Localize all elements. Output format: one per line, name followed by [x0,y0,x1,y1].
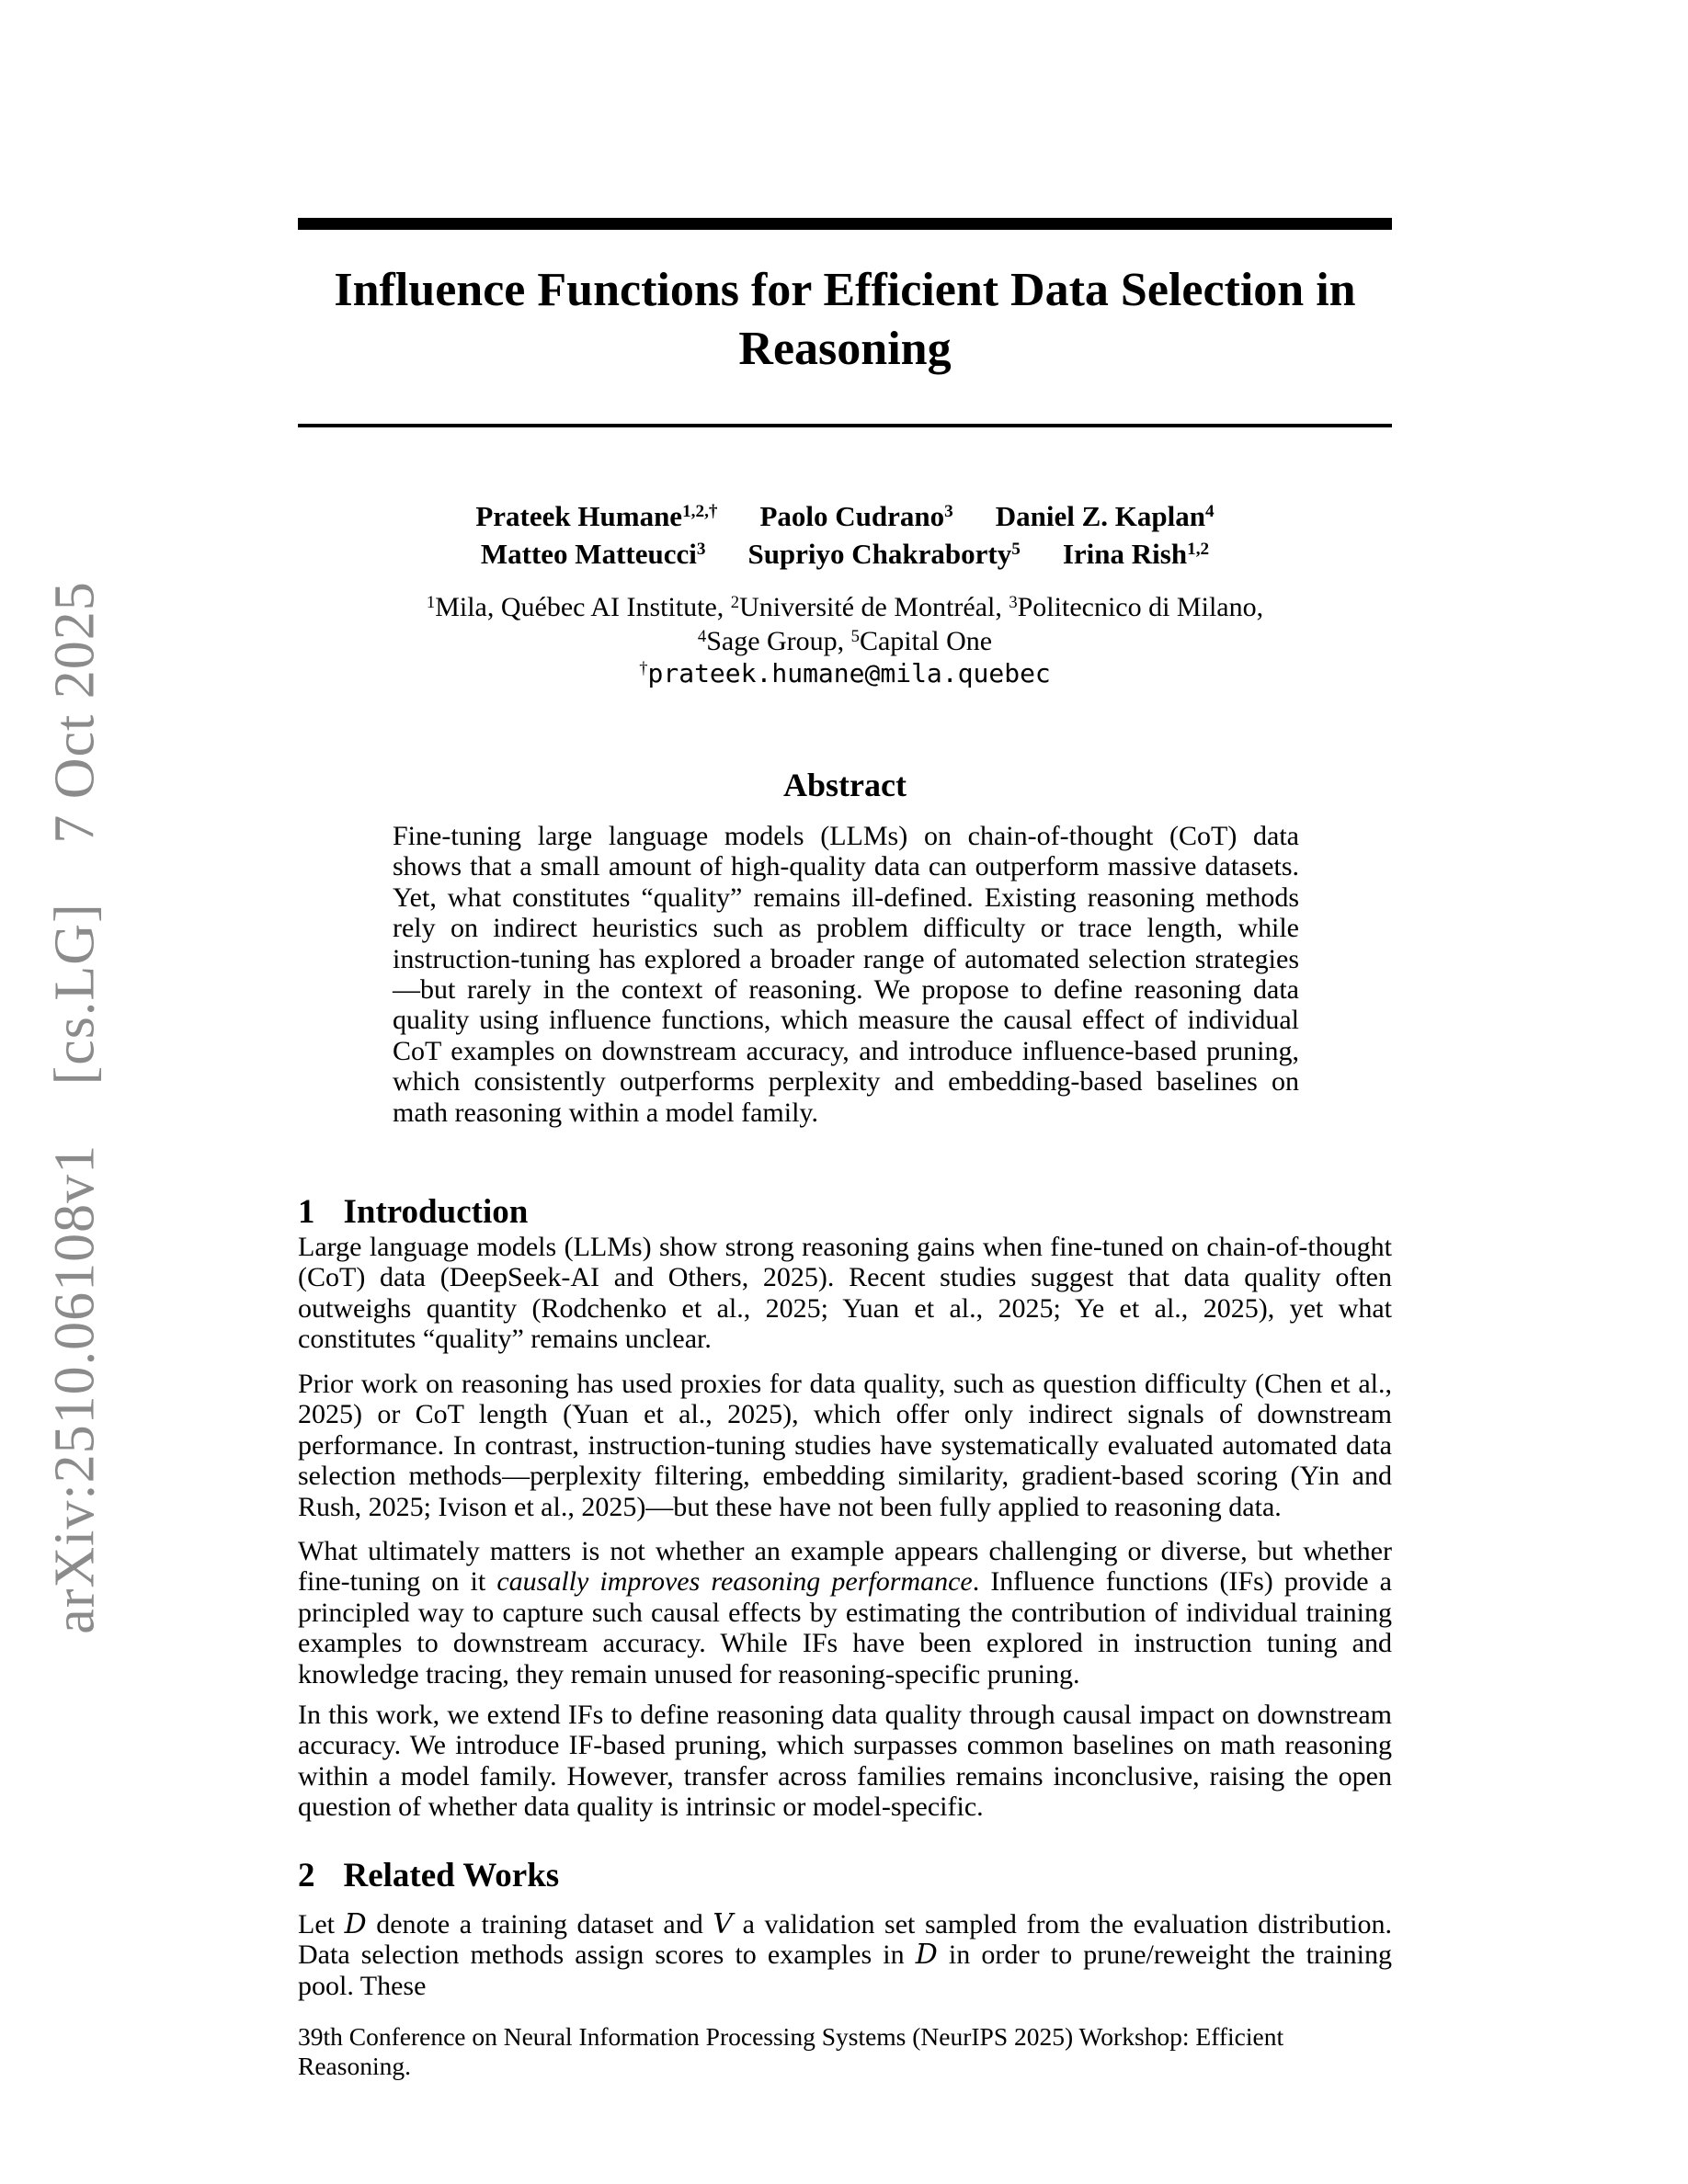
affil-text: Politecnico di Milano, [1017,592,1264,622]
math-script-V: V [713,1908,733,1940]
section-heading-related-works [298,1856,1392,1895]
arxiv-watermark [43,581,108,1634]
arxiv-id: arXiv:2510.06108v1 [43,1143,107,1634]
related-works-paragraph [298,1909,1392,2001]
author-name: Daniel Z. Kaplan [995,500,1206,532]
affil-sup: 4 [697,626,707,646]
section-title: Related Works [343,1857,560,1894]
author [1063,535,1209,573]
math-script-D: D [344,1908,367,1940]
math-script-D: D [915,1939,938,1972]
section-heading-introduction [298,1192,1392,1232]
title-rule-top [298,218,1392,230]
author [747,535,1020,573]
author [759,497,952,535]
author-affil-sup: 1,2,† [682,502,718,522]
section-number: 1 [298,1193,315,1231]
affil-text: Université de Montréal, [739,592,1009,622]
affiliation-line-2 [298,624,1392,658]
email-dagger-sup: † [639,658,648,678]
title-rule-bottom [298,424,1392,427]
author-name: Irina Rish [1062,538,1188,570]
paragraph-text: . Influence functions (IFs) provide a principled way to capture such causal effects by estimating the contribution of individual training examples to downstream accuracy. While IFs have been explored in instruction tuning and knowledge tracing, they remain unused for reasoning-specific pruning. [298,1566,1392,1689]
author-name: Prateek Humane [475,500,683,532]
author-block [298,497,1392,573]
affil-sup: 3 [1009,592,1018,612]
intro-paragraph-2: Prior work on reasoning has used proxies for data quality, such as question difficulty (Chen et al., 2025) or CoT length (Yuan et al., 2025), which offer only indirect signals of downstream performance. In contrast, instruction-tuning studies have systematically evaluated automated data selection methods—perplexity filtering, embedding similarity, gradient-based scoring (Yin and Rush, 2025; Ivison et al., 2025)—but these have not been fully applied to reasoning data. [298,1369,1392,1522]
paper-title: Influence Functions for Efficient Data Selection in Reasoning [334,264,1356,375]
author [996,497,1215,535]
author-row-1 [298,497,1392,535]
affil-sup: 1 [426,592,436,612]
author-affil-sup: 4 [1205,502,1215,522]
conference-footnote: 39th Conference on Neural Information Processing Systems (NeurIPS 2025) Workshop: Efficient Reasoning. [298,2022,1284,2080]
paragraph-text: Let [298,1909,345,1939]
paragraph-text: in order to prune/reweight the training pool. These [298,1939,1392,2001]
intro-paragraph-3 [298,1536,1392,1689]
affil-text: Mila, Québec AI Institute, [435,592,731,622]
paragraph-text: What ultimately matters is not whether an example appears challenging or diverse, but whether fine-tuning on it [298,1536,1392,1598]
affiliation-line-1 [298,590,1392,624]
paper-content [298,0,1392,2184]
affil-sup: 5 [850,626,860,646]
affil-text: Capital One [859,626,993,656]
affil-text: Sage Group, [706,626,851,656]
intro-paragraph-4: In this work, we extend IFs to define reasoning data quality through causal impact on downstream accuracy. We introduce IF-based pruning, which surpasses common baselines on math reasoning within a model family. However, transfer across families remains inconclusive, raising the open question of whether data quality is intrinsic or model-specific. [298,1700,1392,1823]
author [481,535,706,573]
abstract-text: Fine-tuning large language models (LLMs) on chain-of-thought (CoT) data shows that a small amount of high-quality data can outperform massive datasets. Yet, what constitutes “quality” remains ill-defined. Existing reasoning methods rely on indirect heuristics such as problem difficulty or trace length, while instruction-tuning has explored a broader range of automated selection strategies—but rarely in the context of reasoning. We propose to define reasoning data quality using influence functions, which measure the causal effect of individual CoT examples on downstream accuracy, and introduce influence-based pruning, which consistently outperforms perplexity and embedding-based baselines on math reasoning within a model family. [393,821,1299,1128]
author-name: Supriyo Chakraborty [747,538,1012,570]
arxiv-category: [cs.LG] [43,903,107,1086]
author-affil-sup: 1,2 [1187,540,1210,560]
author-row-2 [298,535,1392,573]
author [475,497,717,535]
author-name: Paolo Cudrano [759,500,945,532]
author-affil-sup: 3 [944,502,953,522]
contact-email: prateek.humane@mila.quebec [647,658,1051,688]
author-affil-sup: 3 [696,540,706,560]
author-affil-sup: 5 [1011,540,1021,560]
contact-email-line [298,658,1392,689]
section-number: 2 [298,1857,315,1894]
affil-sup: 2 [730,592,740,612]
paragraph-text: denote a training dataset and [366,1909,713,1939]
section-title: Introduction [343,1193,529,1231]
intro-paragraph-1: Large language models (LLMs) show strong reasoning gains when fine-tuned on chain-of-thought (CoT) data (DeepSeek-AI and Others, 2025). Recent studies suggest that data quality often outweighs quantity (Rodchenko et al., 2025; Yuan et al., 2025; Ye et al., 2025), yet what constitutes “quality” remains unclear. [298,1232,1392,1355]
arxiv-date: 7 Oct 2025 [43,581,107,844]
affiliations [298,590,1392,658]
paragraph-text: a validation set sampled from the evaluation distribution. Data selection methods assign scores to examples in [298,1909,1393,1971]
emphasized-text: causally improves reasoning performance [496,1566,973,1598]
author-name: Matteo Matteucci [480,538,697,570]
abstract-heading: Abstract [783,767,907,803]
